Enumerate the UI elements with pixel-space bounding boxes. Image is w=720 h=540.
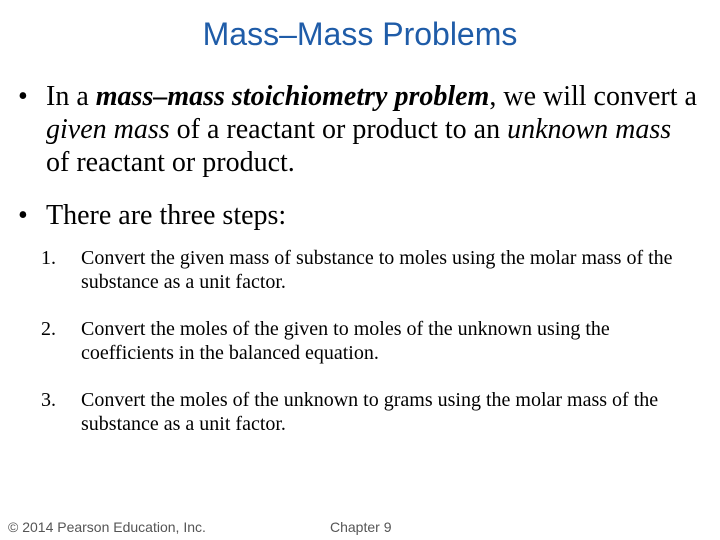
step-item (41, 388, 698, 436)
steps-list (41, 246, 698, 436)
bullet-steps (18, 199, 698, 436)
step-item (41, 246, 698, 294)
step-text: Convert the moles of the given to moles of the unknown using the coefficients in the balanced equation. (81, 318, 610, 364)
slide-title: Mass–Mass Problems (202, 16, 518, 52)
bullet-list (18, 80, 698, 436)
term-emphasis: mass–mass stoichiometry problem (95, 81, 490, 112)
given-mass-emphasis: given mass (46, 114, 170, 145)
bullet-marker: • (18, 200, 28, 231)
bullet-text: There are three steps: (46, 200, 287, 231)
bullet-text: , we will convert a (489, 81, 697, 112)
bullet-text: of a reactant or product to an (169, 114, 508, 145)
unknown-mass-emphasis: unknown mass (507, 114, 672, 145)
step-text: Convert the given mass of substance to moles using the molar mass of the substance as a unit factor. (81, 247, 673, 293)
footer-chapter: Chapter 9 (330, 519, 392, 535)
step-item (41, 317, 698, 365)
step-number: 1. (41, 247, 56, 269)
bullet-text: In a (46, 81, 96, 112)
step-number: 2. (41, 318, 56, 340)
step-number: 3. (41, 389, 56, 411)
bullet-intro (18, 80, 698, 179)
bullet-marker: • (18, 81, 28, 112)
step-text: Convert the moles of the unknown to grams using the molar mass of the substance as a unit factor. (81, 389, 659, 435)
bullet-text: of reactant or product. (46, 147, 295, 178)
footer-copyright: © 2014 Pearson Education, Inc. (8, 519, 206, 535)
